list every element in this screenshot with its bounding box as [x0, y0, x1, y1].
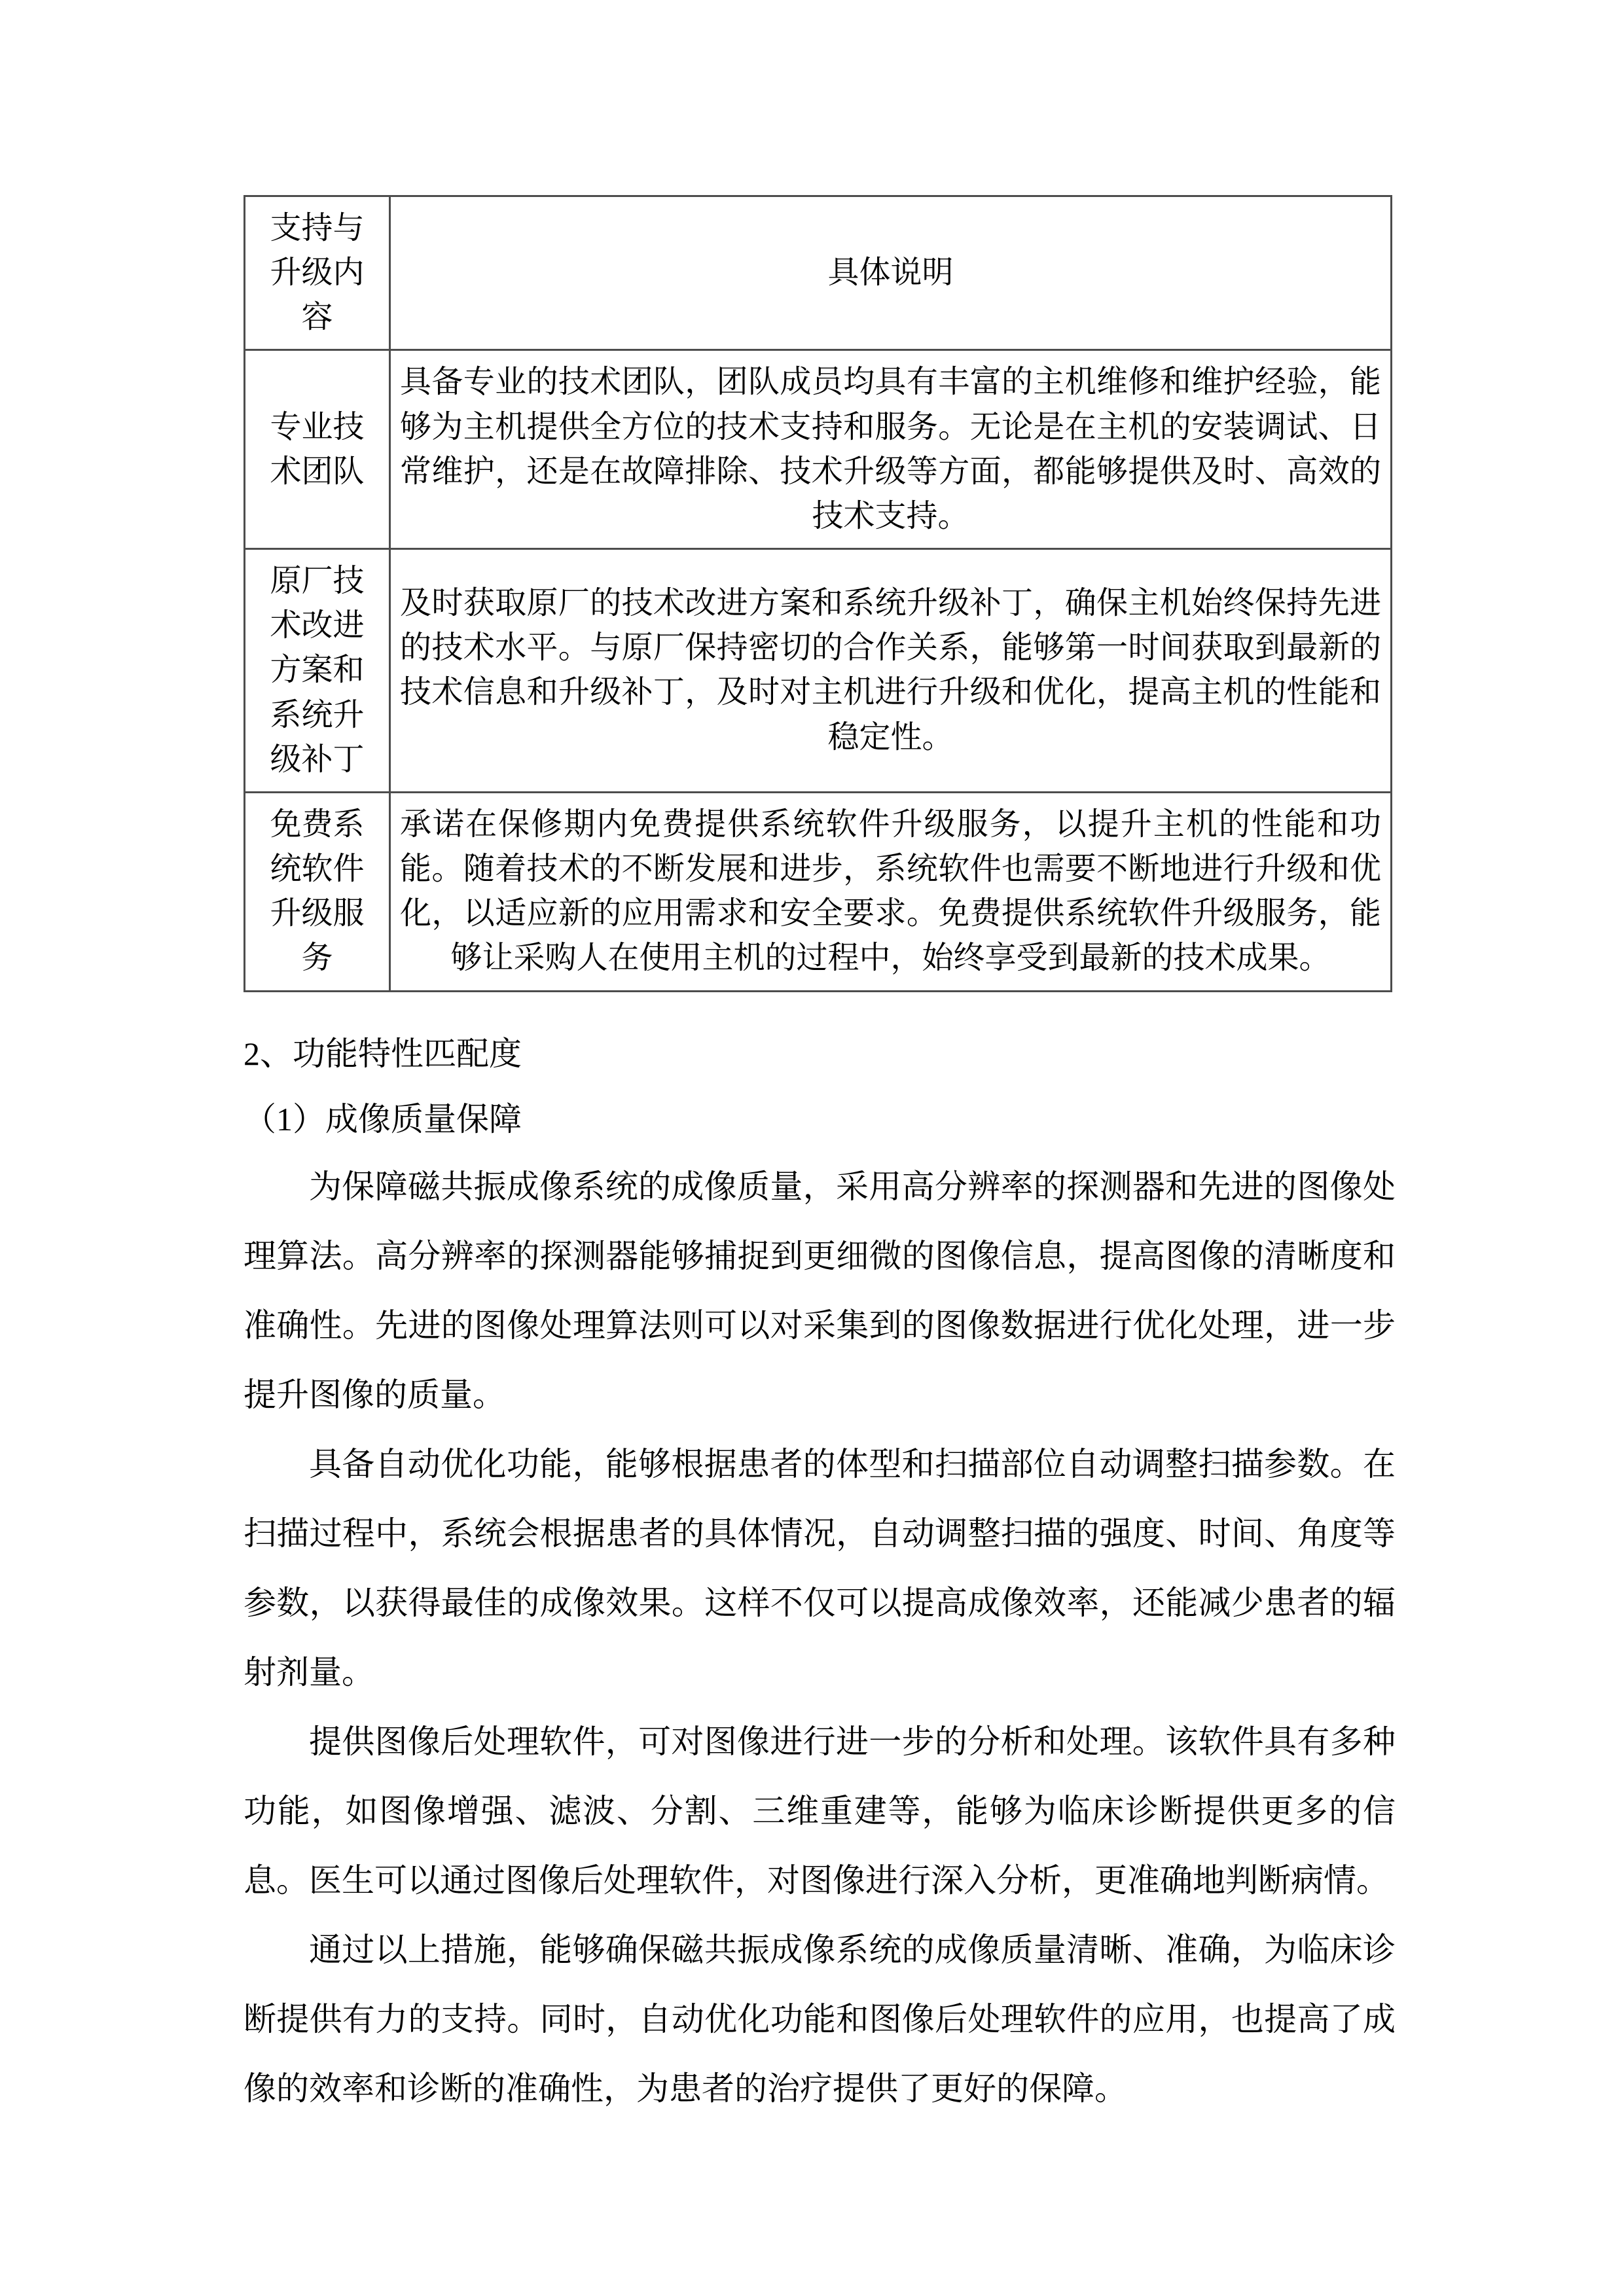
term-cell: 免费系统软件升级服务 [245, 792, 390, 991]
description-cell: 承诺在保修期内免费提供系统软件升级服务，以提升主机的性能和功能。随着技术的不断发展和进步，系统软件也需要不断地进行升级和优化，以适应新的应用需求和安全要求。免费提供系统软件升级服务，能够让采购人在使用主机的过程中，始终享受到最新的技术成果。 [390, 792, 1392, 991]
body-paragraph: 为保障磁共振成像系统的成像质量，采用高分辨率的探测器和先进的图像处理算法。高分辨率的探测器能够捕捉到更细微的图像信息，提高图像的清晰度和准确性。先进的图像处理算法则可以对采集到的图像数据进行优化处理，进一步提升图像的质量。 [244, 1168, 1396, 1413]
term-cell: 原厂技术改进方案和系统升级补丁 [245, 549, 390, 793]
description-cell: 及时获取原厂的技术改进方案和系统升级补丁，确保主机始终保持先进的技术水平。与原厂保持密切的合作关系，能够第一时间获取到最新的技术信息和升级补丁，及时对主机进行升级和优化，提高主机的性能和稳定性。 [390, 549, 1392, 793]
description-cell: 具备专业的技术团队，团队成员均具有丰富的主机维修和维护经验，能够为主机提供全方位的技术支持和服务。无论是在主机的安装调试、日常维护，还是在故障排除、技术升级等方面，都能够提供及时、高效的技术支持。 [390, 350, 1392, 549]
table-header-row [245, 196, 1392, 350]
body-paragraph: 具备自动优化功能，能够根据患者的体型和扫描部位自动调整扫描参数。在扫描过程中，系统会根据患者的具体情况，自动调整扫描的强度、时间、角度等参数，以获得最佳的成像效果。这样不仅可以提高成像效率，还能减少患者的辐射剂量。 [244, 1445, 1396, 1691]
body-paragraph: 通过以上措施，能够确保磁共振成像系统的成像质量清晰、准确，为临床诊断提供有力的支持。同时，自动优化功能和图像后处理软件的应用，也提高了成像的效率和诊断的准确性，为患者的治疗提供了更好的保障。 [244, 1931, 1396, 2107]
section-heading: 2、功能特性匹配度 [244, 1035, 522, 1072]
body-paragraph: 提供图像后处理软件，可对图像进行进一步的分析和处理。该软件具有多种功能，如图像增强、滤波、分割、三维重建等，能够为临床诊断提供更多的信息。医生可以通过图像后处理软件，对图像进行深入分析，更准确地判断病情。 [244, 1723, 1396, 1899]
support-upgrade-table [244, 195, 1392, 992]
term-cell: 专业技术团队 [245, 350, 390, 549]
page-content [244, 195, 1396, 2123]
table-row [245, 350, 1392, 549]
table-header-description: 具体说明 [390, 196, 1392, 350]
table-row [245, 549, 1392, 793]
subsection-heading: （1）成像质量保障 [244, 1100, 522, 1138]
table-header-term: 支持与升级内容 [245, 196, 390, 350]
table-row [245, 792, 1392, 991]
